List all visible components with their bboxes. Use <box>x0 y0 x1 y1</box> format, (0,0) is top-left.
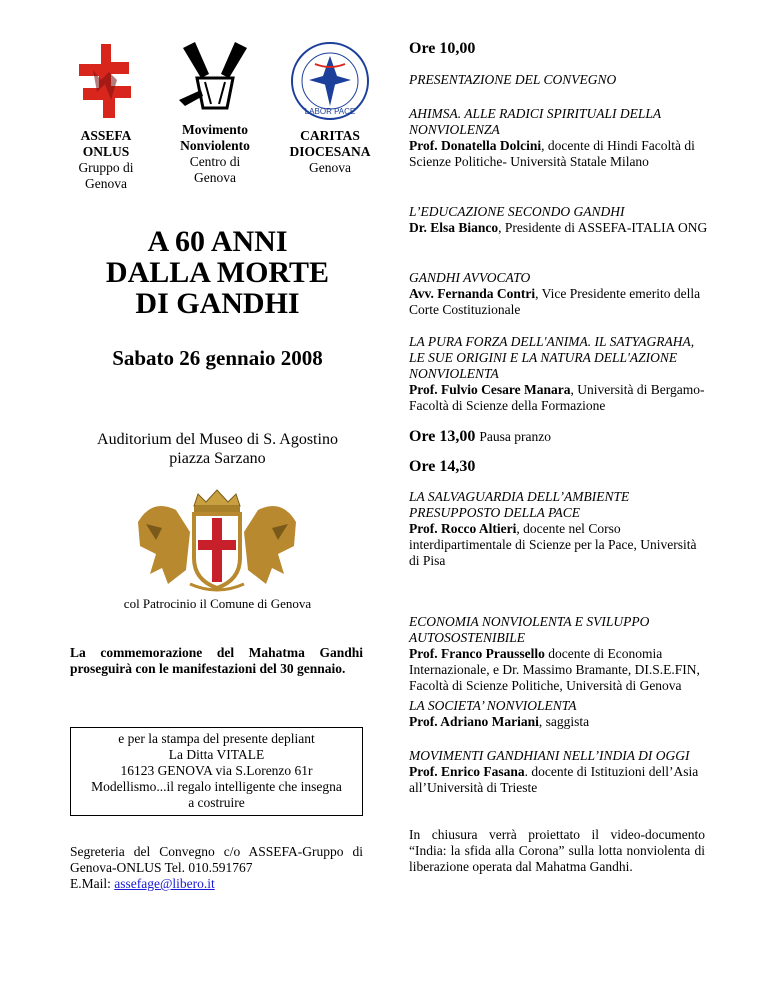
time-afternoon: Ore 14,30 <box>409 458 476 475</box>
mn-name-1: Movimento <box>182 122 248 137</box>
program-item: ECONOMIA NONVIOLENTA E SVILUPPO AUTOSOSTENIBILE Prof. Franco Praussello docente di Economia Internazionale, e Dr. Massimo Bramante, DI.S.E.FIN, Facoltà di Scienze Politiche, Università di Genova <box>409 614 700 693</box>
sponsor-box: e per la stampa del presente depliant La Ditta VITALE 16123 GENOVA via S.Lorenzo 61r Modellismo...il regalo intelligente che insegna a costruire <box>70 727 363 816</box>
assefa-onlus: ONLUS <box>82 144 130 159</box>
assefa-group: Gruppo di <box>78 160 134 175</box>
caritas-logo-block <box>280 40 380 176</box>
program-item: MOVIMENTI GANDHIANI NELL’INDIA DI OGGI Prof. Enrico Fasana. docente di Istituzioni dell’Asia all’Università di Trieste <box>409 748 699 795</box>
program-item: PRESENTAZIONE DEL CONVEGNO <box>409 72 617 87</box>
assefa-city: Genova <box>85 176 127 191</box>
program-item: LA SALVAGUARDIA DELL’AMBIENTE PRESUPPOSTO DELLA PACE Prof. Rocco Altieri, docente nel Corso interdipartimentale di Scienze per la Pace, Università di Pisa <box>409 489 697 568</box>
left-column <box>70 0 371 994</box>
mn-city: Genova <box>194 170 236 185</box>
labor-pace-text: LABOR PACE <box>304 107 356 116</box>
program-item: LA PURA FORZA DELL'ANIMA. IL SATYAGRAHA, LE SUE ORIGINI E LA NATURA DELL'AZIONE NONVIOLENTA Prof. Fulvio Cesare Manara, Università di Bergamo-Facoltà di Scienze della Formazione <box>409 334 705 413</box>
mn-center: Centro di <box>189 154 241 169</box>
event-date: Sabato 26 gennaio 2008 <box>112 346 323 370</box>
mn-logo-block <box>160 38 270 186</box>
commemoration-note: La commemorazione del Mahatma Gandhi proseguirà con le manifestazioni del 30 gennaio. <box>70 645 363 676</box>
email-link[interactable]: assefage@libero.it <box>114 876 215 891</box>
time-lunch: Ore 13,00 Pausa pranzo <box>409 428 551 445</box>
broken-rifle-logo-icon <box>175 38 255 116</box>
program-item: L’EDUCAZIONE SECONDO GANDHI Dr. Elsa Bianco, Presidente di ASSEFA-ITALIA ONG <box>409 204 708 235</box>
mn-name-2: Nonviolento <box>180 138 250 153</box>
program-item: GANDHI AVVOCATO Avv. Fernanda Contri, Vice Presidente emerito della Corte Costituzionale <box>409 270 701 317</box>
caritas-name-1: CARITAS <box>300 128 360 143</box>
event-venue: Auditorium del Museo di S. Agostino piazza Sarzano <box>97 431 338 467</box>
time-morning: Ore 10,00 <box>409 40 476 57</box>
patronage-text: col Patrocinio il Comune di Genova <box>123 596 312 611</box>
main-title: A 60 ANNI DALLA MORTE DI GANDHI <box>105 225 330 320</box>
genova-crest-icon <box>132 488 302 592</box>
logos-row <box>70 40 371 191</box>
assefa-name: ASSEFA <box>80 128 132 143</box>
right-column <box>409 0 709 994</box>
assefa-logo-block <box>60 40 152 192</box>
program-item: LA SOCIETA’ NONVIOLENTA Prof. Adriano Mariani, saggista <box>409 698 590 729</box>
closing-note: In chiusura verrà proiettato il video-documento “India: la sfida alla Corona” sulla lotta nonviolenta di liberazione operata dal Mahatma Gandhi. <box>409 827 705 874</box>
caritas-name-2: DIOCESANA <box>289 144 371 159</box>
labor-pace-logo-icon <box>289 40 371 122</box>
secretariat-info: Segreteria del Convegno c/o ASSEFA-Gruppo di Genova-ONLUS Tel. 010.591767 E.Mail: assefage@libero.it <box>70 844 363 891</box>
assefa-hands-logo-icon <box>71 40 141 122</box>
program-item: AHIMSA. ALLE RADICI SPIRITUALI DELLA NONVIOLENZA Prof. Donatella Dolcini, docente di Hindi Facoltà di Scienze Politiche- Università Statale Milano <box>409 106 695 169</box>
caritas-city: Genova <box>309 160 351 175</box>
